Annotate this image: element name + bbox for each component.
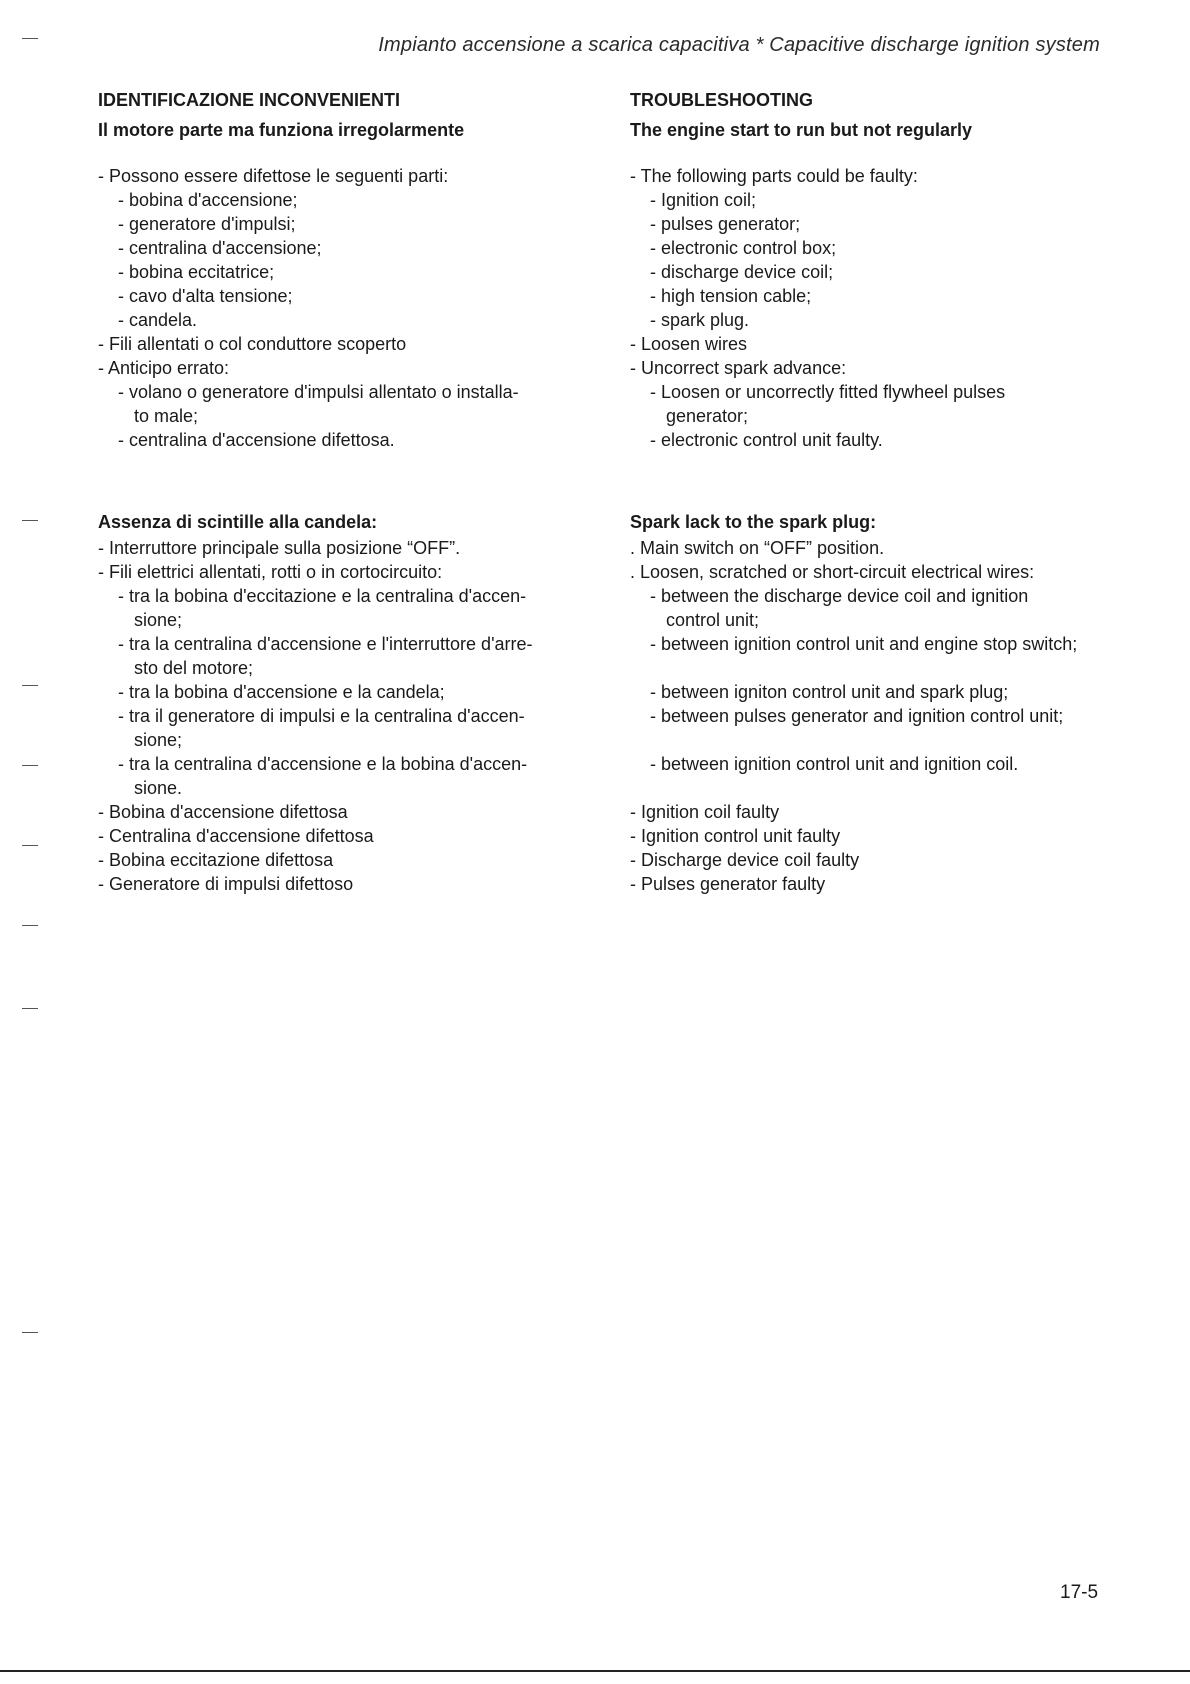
- list-line: - Loosen wires: [630, 334, 748, 354]
- list-line: - Generatore di impulsi difettoso: [98, 874, 354, 894]
- english-section-title: TROUBLESHOOTING: [630, 90, 813, 110]
- list-line: - Interruttore principale sulla posizione “OFF”.: [98, 538, 461, 558]
- list-line: - between ignition control unit and ignition coil.: [650, 754, 1019, 774]
- english-column: [630, 88, 1100, 452]
- list-gap: [630, 776, 1100, 800]
- list-line: - between pulses generator and ignition control unit;: [650, 706, 1064, 726]
- list-line: - tra la centralina d'accensione e l'interruttore d'arre-: [118, 634, 533, 654]
- list-line: - Pulses generator faulty: [630, 874, 826, 894]
- italian-no-spark-list: [98, 536, 578, 896]
- italian-no-spark-section: [98, 510, 578, 896]
- list-line: - spark plug.: [650, 310, 750, 330]
- binding-mark: [22, 925, 38, 926]
- list-line: . Main switch on “OFF” position.: [630, 538, 885, 558]
- list-line: sione.: [134, 778, 183, 798]
- english-faulty-parts-list: [630, 164, 1100, 452]
- italian-faulty-parts-list: [98, 164, 578, 452]
- binding-mark: [22, 38, 38, 39]
- italian-column: [98, 88, 578, 452]
- list-line: - tra il generatore di impulsi e la centralina d'accen-: [118, 706, 525, 726]
- english-no-spark-section: [630, 510, 1100, 896]
- list-line: - pulses generator;: [650, 214, 801, 234]
- list-line: - tra la bobina d'accensione e la candela;: [118, 682, 445, 702]
- list-line: sione;: [134, 610, 183, 630]
- list-line: - tra la centralina d'accensione e la bobina d'accen-: [118, 754, 528, 774]
- list-line: sione;: [134, 730, 183, 750]
- list-line: - Discharge device coil faulty: [630, 850, 860, 870]
- list-line: - between ignition control unit and engine stop switch;: [650, 634, 1078, 654]
- page-number: 17-5: [1060, 1582, 1099, 1603]
- list-line: - candela.: [118, 310, 198, 330]
- binding-mark: [22, 765, 38, 766]
- italian-subtitle-irregular-run: Il motore parte ma funziona irregolarmente: [98, 120, 465, 140]
- list-line: - Centralina d'accensione difettosa: [98, 826, 374, 846]
- list-line: - cavo d'alta tensione;: [118, 286, 293, 306]
- list-line: - Anticipo errato:: [98, 358, 230, 378]
- list-line: - electronic control box;: [650, 238, 837, 258]
- english-subtitle-no-spark: Spark lack to the spark plug:: [630, 512, 877, 532]
- list-line: - high tension cable;: [650, 286, 812, 306]
- list-line: control unit;: [666, 610, 760, 630]
- list-line: - Bobina eccitazione difettosa: [98, 850, 334, 870]
- bottom-rule: [0, 1670, 1190, 1672]
- list-line: - generatore d'impulsi;: [118, 214, 296, 234]
- list-gap: [630, 656, 1100, 680]
- list-line: - discharge device coil;: [650, 262, 834, 282]
- list-line: - Ignition coil;: [650, 190, 757, 210]
- italian-section-title: IDENTIFICAZIONE INCONVENIENTI: [98, 90, 401, 110]
- list-line: - Loosen or uncorrectly fitted flywheel pulses: [650, 382, 1006, 402]
- english-subtitle-irregular-run: The engine start to run but not regularly: [630, 120, 973, 140]
- list-line: - Ignition coil faulty: [630, 802, 780, 822]
- list-line: generator;: [666, 406, 749, 426]
- list-line: - electronic control unit faulty.: [650, 430, 883, 450]
- binding-mark: [22, 685, 38, 686]
- list-line: - between igniton control unit and spark plug;: [650, 682, 1009, 702]
- list-line: - Uncorrect spark advance:: [630, 358, 847, 378]
- list-line: - Bobina d'accensione difettosa: [98, 802, 348, 822]
- page-header-title: Impianto accensione a scarica capacitiva * Capacitive discharge ignition system: [378, 34, 1100, 56]
- binding-mark: [22, 520, 38, 521]
- list-line: - The following parts could be faulty:: [630, 166, 918, 186]
- list-line: to male;: [134, 406, 199, 426]
- binding-mark: [22, 1332, 38, 1333]
- english-no-spark-list: [630, 536, 1100, 896]
- binding-mark: [22, 1008, 38, 1009]
- list-line: - bobina eccitatrice;: [118, 262, 275, 282]
- list-line: . Loosen, scratched or short-circuit electrical wires:: [630, 562, 1035, 582]
- italian-subtitle-no-spark: Assenza di scintille alla candela:: [98, 512, 378, 532]
- list-line: - Fili allentati o col conduttore scoperto: [98, 334, 407, 354]
- list-line: - Fili elettrici allentati, rotti o in cortocircuito:: [98, 562, 443, 582]
- binding-mark: [22, 845, 38, 846]
- list-line: - centralina d'accensione difettosa.: [118, 430, 395, 450]
- list-line: - between the discharge device coil and ignition: [650, 586, 1029, 606]
- list-line: - bobina d'accensione;: [118, 190, 298, 210]
- list-line: - Possono essere difettose le seguenti parti:: [98, 166, 449, 186]
- list-line: - centralina d'accensione;: [118, 238, 322, 258]
- list-line: sto del motore;: [134, 658, 254, 678]
- list-line: - volano o generatore d'impulsi allentato o installa-: [118, 382, 519, 402]
- list-line: - Ignition control unit faulty: [630, 826, 841, 846]
- list-gap: [630, 728, 1100, 752]
- list-line: - tra la bobina d'eccitazione e la centralina d'accen-: [118, 586, 527, 606]
